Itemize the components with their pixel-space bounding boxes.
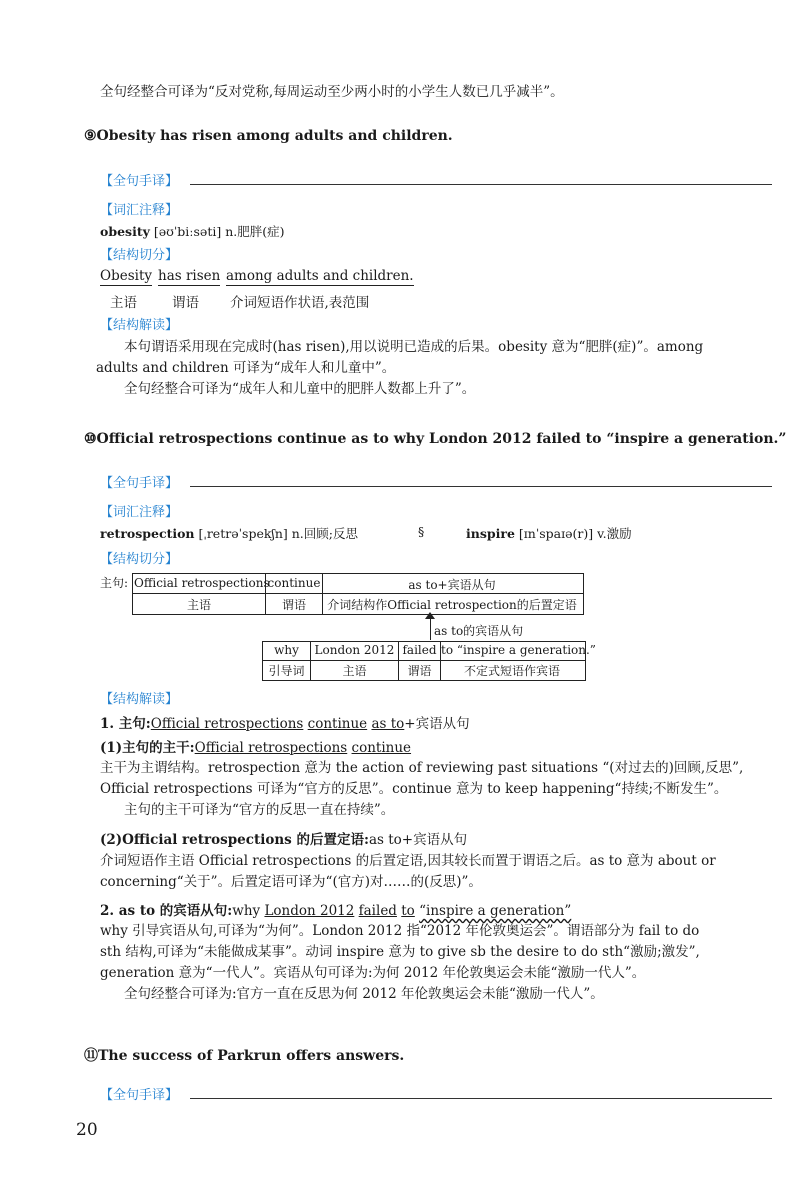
s10-vocab-def-2: [ɪnˈspaɪə(r)] v.激励 [518,526,632,541]
s9-vocab-label: 【词汇注释】 [100,203,179,218]
main-clause-as-to: as to [371,716,405,732]
post-modifier-line-1: 介词短语作主语 Official retrospections 的后置定语,因其较长而置于谓语之后。as to 意为 about or [100,853,716,869]
diagram-d4: 不定式短语作宾语 [463,664,560,678]
s9-vocab-word: obesity [100,224,150,239]
diagram-d3: 谓语 [407,664,432,678]
s10-struct-label: 【结构切分】 [100,552,179,567]
diagram-t3: as to+宾语从句 [408,578,496,592]
diagram-b2: 谓语 [281,598,306,612]
diagram-arrow-head-icon [425,612,435,619]
main-clause-mid-rule [132,593,583,594]
s10-vocab-word-1: retrospection [100,526,195,541]
page-number: 20 [76,1120,98,1140]
diagram-b1: 主语 [186,598,211,612]
main-clause-tail: +宾语从句 [404,716,470,732]
trunk-line-3: 主句的主干可译为“官方的反思一直在持续”。 [124,802,395,818]
s9-segment-adverbial [226,268,414,284]
sentence-10-heading: ⑩Official retrospections continue as to why London 2012 failed to “inspire a generation.” [84,431,787,447]
diagram-t1: Official retrospections [134,576,270,590]
s9-translation-blank[interactable] [190,184,772,185]
s11-translate-label: 【全句手译】 [100,1088,179,1103]
s11-translation-blank[interactable] [190,1098,772,1099]
diagram-b3: 介词结构作Official retrospection的后置定语 [327,598,577,612]
diagram-c3: failed [402,643,437,657]
main-trunk-prefix: (1)主句的主干: [100,740,195,756]
main-trunk-subject: Official retrospections [194,740,348,756]
s10-main-clause-line [100,712,470,732]
s10-object-clause-explanation [100,921,772,1005]
s10-vocab-word-2: inspire [466,526,515,541]
s9-vocab-entry [100,222,284,240]
s10-analysis-label: 【结构解读】 [100,692,179,707]
s9-analysis-line-1: 本句谓语采用现在完成时(has risen),用以说明已造成的后果。obesity 意为“肥胖(症)”。among [124,339,704,355]
s10-post-modifier-explanation [100,851,772,893]
s10-post-modifier-heading [100,828,467,848]
s9-analysis-line-2: adults and children 可译为“成年人和儿童中”。 [96,360,396,376]
s9-seg-subject-text: Obesity [100,268,152,284]
s10-main-trunk-line [100,736,411,756]
main-clause-subject: Official retrospections [150,716,304,732]
main-clause-prefix: 1. 主句: [100,716,151,732]
s10-vocab-def-1: [ˌretrəˈspekʃn] n.回顾;反思 [198,526,358,541]
s10-vocab-entry-1 [100,524,358,542]
object-clause-subject: London 2012 [264,903,355,919]
diagram-c1: why [274,643,299,657]
s9-translate-label: 【全句手译】 [100,174,179,189]
diagram-d2: 主语 [342,664,367,678]
post-modifier-bold: (2)Official retrospections 的后置定语: [100,832,369,848]
object-clause-line-1: why 引导宾语从句,可译为“为何”。London 2012 指“2012 年伦敦奥运会”。谓语部分为 fail to do [100,923,700,939]
trunk-line-2: Official retrospections 可译为“官方的反思”。continue 意为 to keep happening“持续;不断发生”。 [100,781,728,797]
intro-translation-line: 全句经整合可译为“反对党称,每周运动至少两小时的小学生人数已几乎减半”。 [100,84,564,100]
s9-label-adverbial: 介词短语作状语,表范围 [230,295,370,311]
s9-seg-adv-text: among adults and children. [226,268,414,284]
object-clause-to: to [401,903,415,919]
post-modifier-tail: as to+宾语从句 [368,832,468,848]
s9-label-subject: 主语 [110,295,137,311]
s9-label-verb: 谓语 [172,295,199,311]
s9-seg-verb-text: has risen [158,268,221,284]
s10-translation-blank[interactable] [190,486,772,487]
object-clause-bold: 2. as to 的宾语从句: [100,903,233,919]
object-clause-verb: failed [358,903,397,919]
main-trunk-verb: continue [351,740,412,756]
diagram-t2: continue [267,576,321,590]
s10-trunk-explanation [100,758,772,821]
object-clause-why: why [232,903,265,919]
diagram-arrow-label: as to的宾语从句 [434,624,524,638]
diagram-c2: London 2012 [314,643,395,657]
diagram-arrow-shaft [430,618,431,640]
s9-vocab-definition: [əʊˈbiːsəti] n.肥胖(症) [153,224,285,239]
diagram-main-label: 主句: [100,576,129,590]
post-modifier-line-2: concerning“关于”。后置定语可译为“(官方)对……的(反思)”。 [100,874,482,890]
s9-analysis [96,337,772,400]
object-clause-line-4: 全句经整合可译为:官方一直在反思为何 2012 年伦敦奥运会未能“激励一代人”。 [124,986,604,1002]
trunk-line-1: 主干为主谓结构。retrospection 意为 the action of reviewing past situations “(对过去的)回顾,反思”, [100,760,744,776]
s9-analysis-line-3: 全句经整合可译为“成年人和儿童中的肥胖人数都上升了”。 [124,381,476,397]
sentence-11-heading: ⑪The success of Parkrun offers answers. [84,1048,405,1064]
object-clause-object: “inspire a generation” [419,903,572,919]
s10-vocab-entry-2 [466,524,632,542]
s10-vocab-separator: § [418,524,425,539]
s10-translate-label: 【全句手译】 [100,476,179,491]
diagram-d1: 引导词 [268,664,305,678]
sentence-9-heading: ⑨Obesity has risen among adults and children. [84,128,453,144]
s9-segment-subject [100,268,152,284]
s10-vocab-label: 【词汇注释】 [100,505,179,520]
s9-segment-verb [158,268,220,284]
s10-object-clause-heading [100,899,571,919]
s9-analysis-label: 【结构解读】 [100,318,179,333]
s9-struct-label: 【结构切分】 [100,248,179,263]
object-clause-line-2: sth 结构,可译为“未能做成某事”。动词 inspire 意为 to give sb the desire to do sth“激励;激发”, [100,944,700,960]
main-clause-verb: continue [307,716,368,732]
object-clause-line-3: generation 意为“一代人”。宾语从句可译为:为何 2012 年伦敦奥运会未能“激励一代人”。 [100,965,646,981]
diagram-c4: to “inspire a generation.” [441,643,596,657]
